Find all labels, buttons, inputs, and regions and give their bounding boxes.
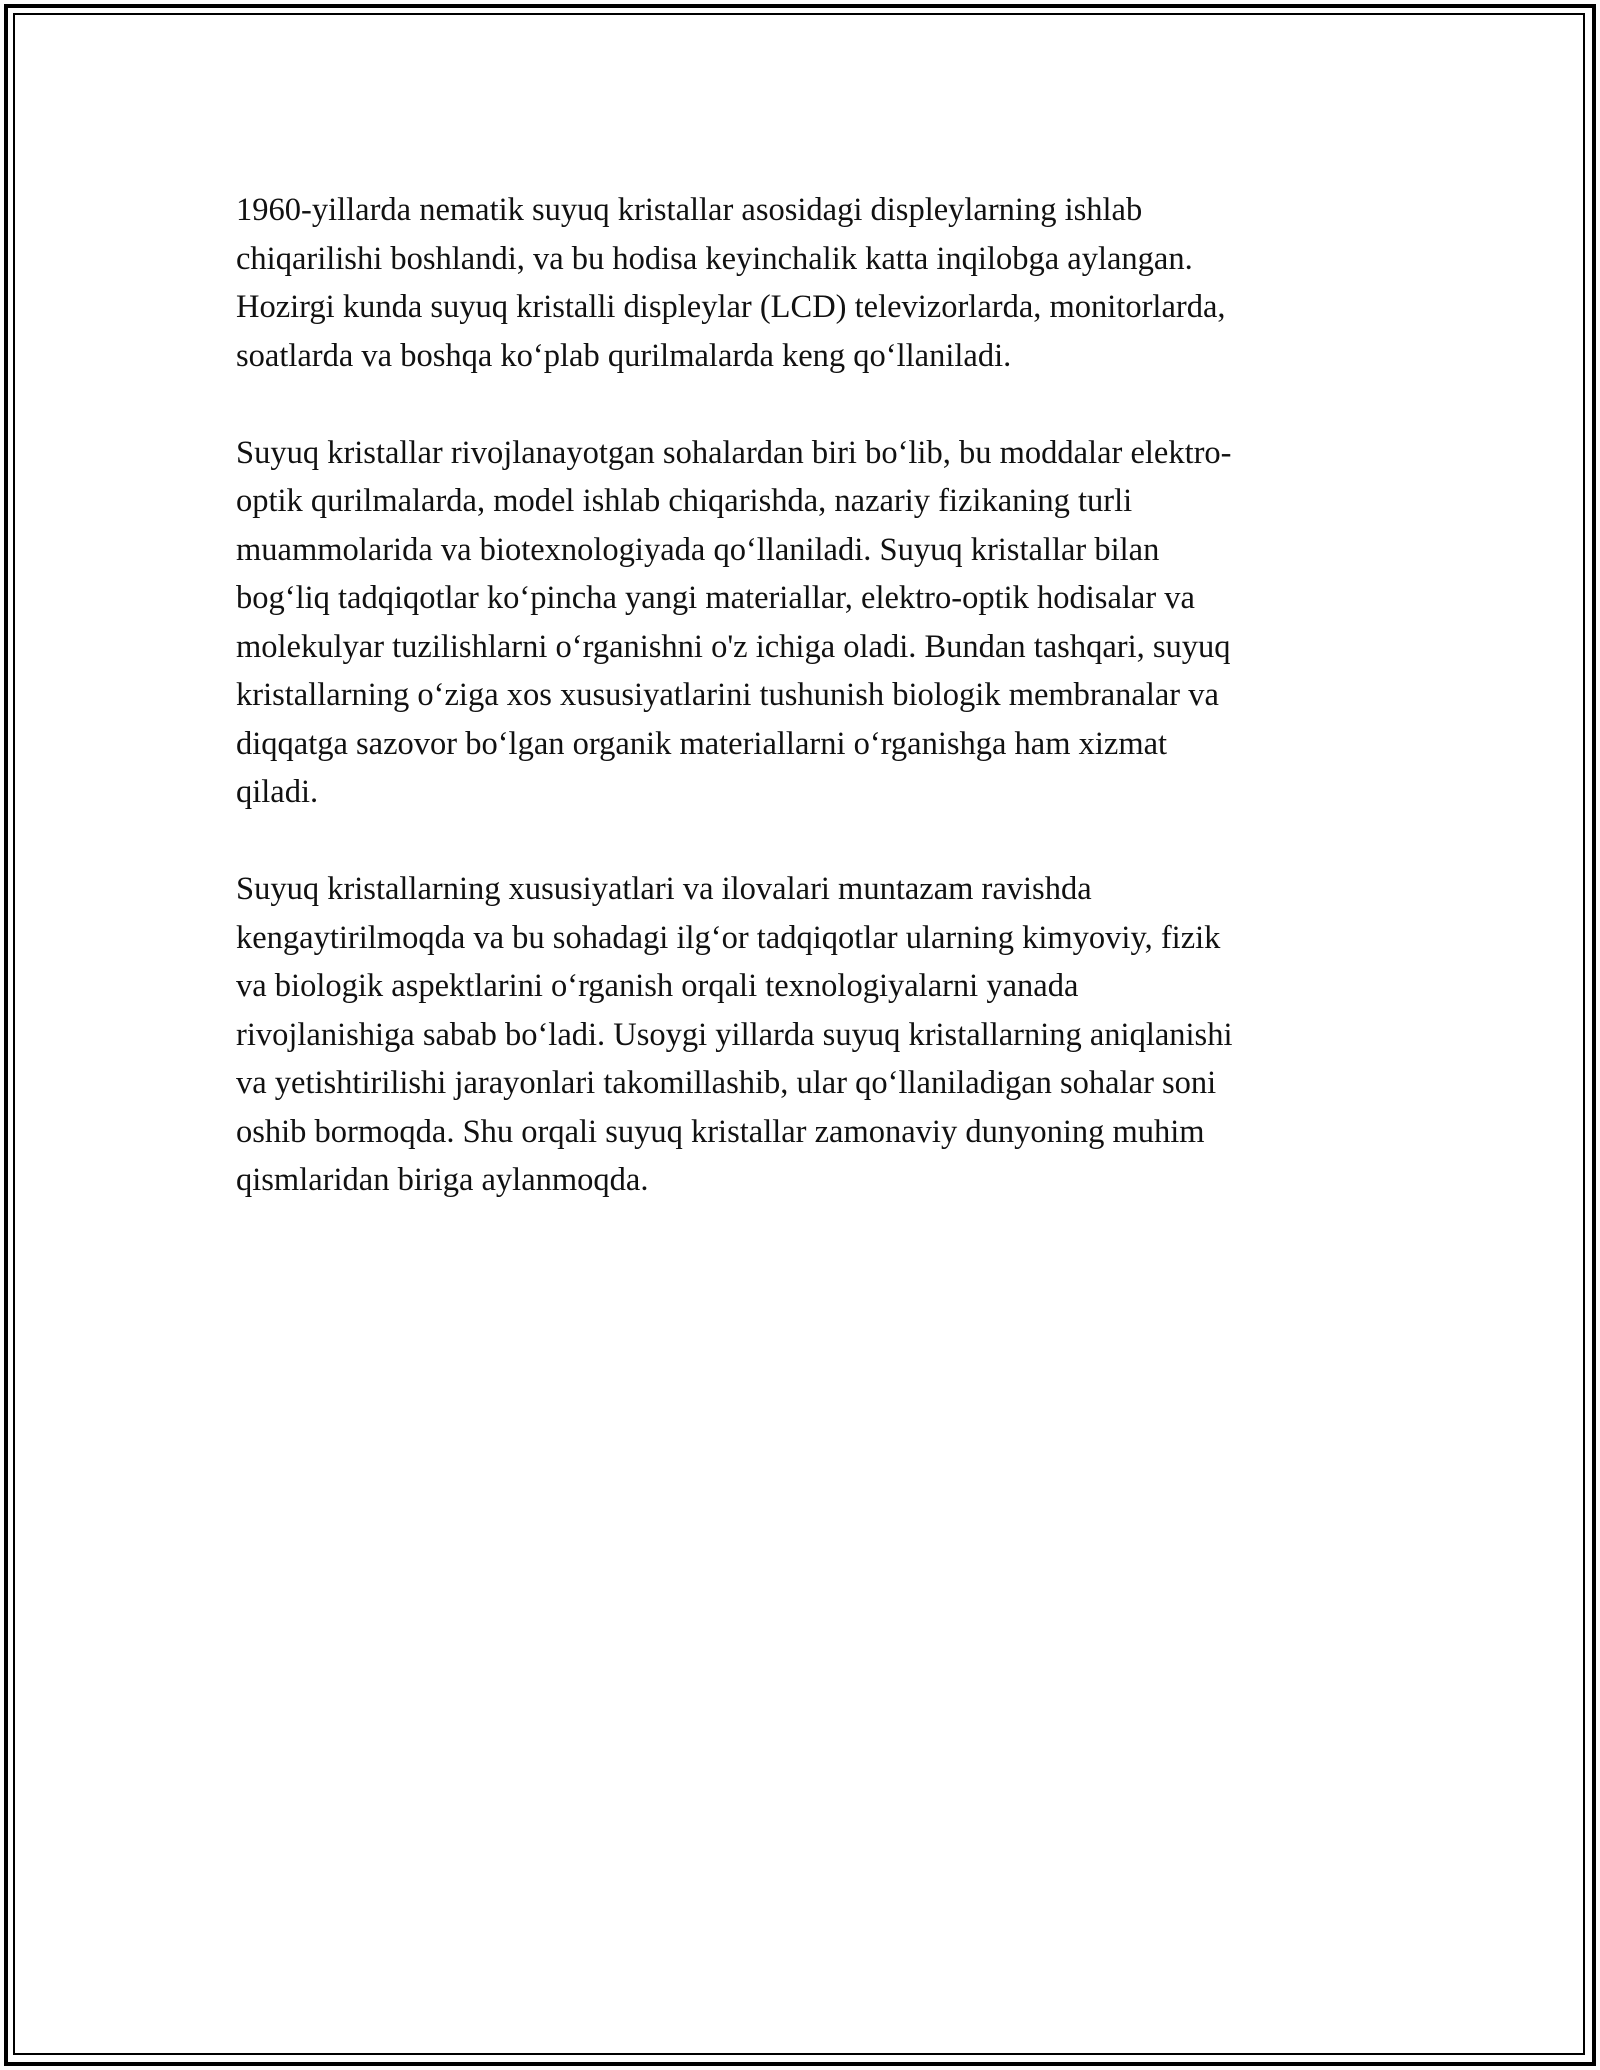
paragraph-1	[236, 186, 1366, 380]
paragraph-2	[236, 429, 1366, 817]
text-line: muammolarida va biotexnologiyada qo‘llaniladi. Suyuq kristallar bilan	[236, 531, 1160, 568]
text-line: qismlaridan biriga aylanmoqda.	[236, 1162, 649, 1198]
text-line: va yetishtirilishi jarayonlari takomillashib, ular qo‘llaniladigan sohalar soni	[236, 1065, 1217, 1101]
text-line: 1960-yillarda nematik suyuq kristallar asosidagi displeylarning ishlab	[236, 192, 1143, 228]
text-line: chiqarilishi boshlandi, va bu hodisa keyinchalik katta inqilobga aylangan.	[236, 240, 1193, 277]
text-line: soatlarda va boshqa ko‘plab qurilmalarda keng qo‘llaniladi.	[236, 337, 1012, 374]
document-body	[236, 186, 1366, 1253]
text-line: rivojlanishiga sabab bo‘ladi. Usoygi yillarda suyuq kristallarning aniqlanishi	[236, 1016, 1233, 1053]
text-line: diqqatga sazovor bo‘lgan organik materiallarni o‘rganishga ham xizmat	[236, 725, 1168, 762]
text-line: Hozirgi kunda suyuq kristalli displeylar (LCD) televizorlarda, monitorlarda,	[236, 289, 1226, 325]
text-line: molekulyar tuzilishlarni o‘rganishni o'z ichiga oladi. Bundan tashqari, suyuq	[236, 628, 1231, 665]
text-line: qiladi.	[236, 774, 319, 810]
text-line: kengaytirilmoqda va bu sohadagi ilg‘or tadqiqotlar ularning kimyoviy, fizik	[236, 919, 1221, 956]
text-line: optik qurilmalarda, model ishlab chiqarishda, nazariy fizikaning turli	[236, 483, 1133, 519]
text-line: va biologik aspektlarini o‘rganish orqali texnologiyalarni yanada	[236, 968, 1079, 1004]
text-line: bog‘liq tadqiqotlar ko‘pincha yangi materiallar, elektro-optik hodisalar va	[236, 580, 1195, 616]
text-line: Suyuq kristallarning xususiyatlari va ilovalari muntazam ravishda	[236, 871, 1092, 907]
text-line: Suyuq kristallar rivojlanayotgan sohalardan biri bo‘lib, bu moddalar elektro-	[236, 434, 1232, 471]
text-line: kristallarning o‘ziga xos xususiyatlarini tushunish biologik membranalar va	[236, 677, 1219, 713]
paragraph-3	[236, 865, 1366, 1205]
text-line: oshib bormoqda. Shu orqali suyuq kristallar zamonaviy dunyoning muhim	[236, 1113, 1205, 1150]
